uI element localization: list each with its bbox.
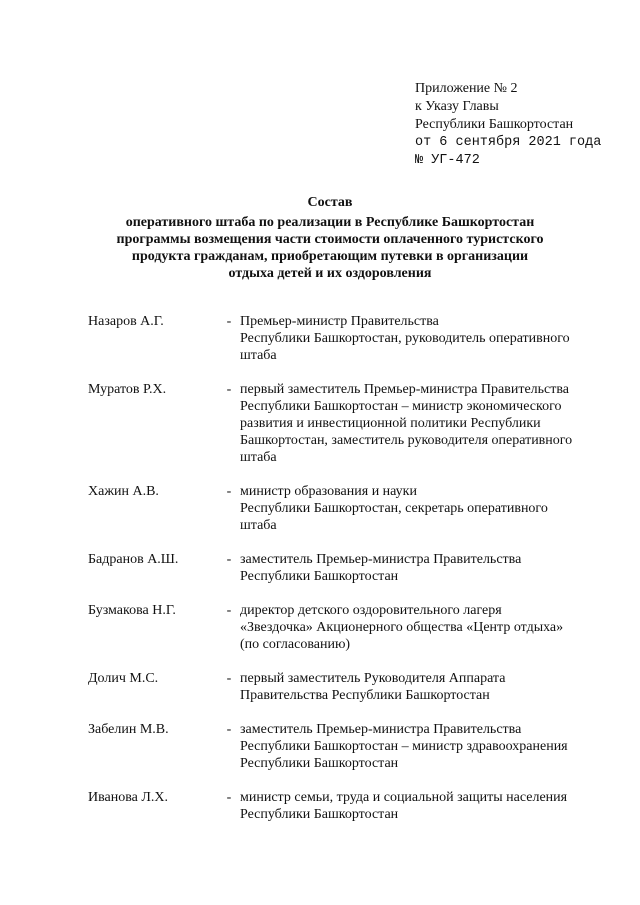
member-role-line: «Звездочка» Акционерного общества «Центр отдыха» <box>240 620 564 635</box>
appendix-date: от 6 сентября 2021 года <box>415 135 602 150</box>
list-item <box>88 313 608 364</box>
member-role-line: (по согласованию) <box>240 637 351 652</box>
member-role-line: Республики Башкортостан <box>240 756 399 771</box>
appendix-republic: Республики Башкортостан <box>415 117 574 132</box>
list-item <box>88 551 608 585</box>
member-role-line: Премьер-министр Правительства <box>240 314 439 329</box>
member-name: Бузмакова Н.Г. <box>88 603 176 618</box>
member-dash: - <box>226 314 232 329</box>
appendix-decree-number: № УГ-472 <box>415 153 480 168</box>
member-role <box>238 789 608 823</box>
member-role-line: первый заместитель Руководителя Аппарата <box>240 671 506 686</box>
member-role-line: Республики Башкортостан, секретарь оперативного <box>240 501 548 516</box>
title-line: программы возмещения части стоимости оплаченного туристского <box>116 232 544 247</box>
member-name: Назаров А.Г. <box>88 314 164 329</box>
member-role <box>238 313 608 364</box>
title-line: оперативного штаба по реализации в Республике Башкортостан <box>125 215 535 230</box>
member-role-line: развития и инвестиционной политики Республики <box>240 416 541 431</box>
member-dash: - <box>226 603 232 618</box>
appendix-block <box>415 80 601 170</box>
member-role-line: штаба <box>240 348 277 363</box>
member-role-line: Республики Башкортостан <box>240 807 399 822</box>
list-item <box>88 602 608 653</box>
member-role-line: министр семьи, труда и социальной защиты населения <box>240 790 568 805</box>
member-role-line: Республики Башкортостан, руководитель оперативного <box>240 331 570 346</box>
member-role-line: Республики Башкортостан – министр здравоохранения <box>240 739 568 754</box>
member-dash: - <box>226 671 232 686</box>
member-role <box>238 551 608 585</box>
appendix-number: Приложение № 2 <box>415 81 518 96</box>
member-name: Забелин М.В. <box>88 722 169 737</box>
list-item <box>88 721 608 772</box>
member-dash: - <box>226 552 232 567</box>
member-role-line: министр образования и науки <box>240 484 417 499</box>
member-role-line: директор детского оздоровительного лагеря <box>240 603 502 618</box>
member-role-line: заместитель Премьер-министра Правительства <box>240 552 522 567</box>
list-item <box>88 381 608 466</box>
members-list <box>88 313 608 840</box>
member-role <box>238 602 608 653</box>
member-role-line: Республики Башкортостан – министр экономического <box>240 399 562 414</box>
member-dash: - <box>226 722 232 737</box>
list-item <box>88 789 608 823</box>
member-role <box>238 721 608 772</box>
list-item <box>88 483 608 534</box>
member-role-line: Башкортостан, заместитель руководителя оперативного <box>240 433 573 448</box>
member-dash: - <box>226 484 232 499</box>
member-role <box>238 381 608 466</box>
member-role <box>238 670 608 704</box>
member-name: Долич М.С. <box>88 671 159 686</box>
title-main: Состав <box>307 195 353 210</box>
member-role-line: штаба <box>240 450 277 465</box>
member-role-line: Республики Башкортостан <box>240 569 399 584</box>
appendix-decree-ref: к Указу Главы <box>415 99 499 114</box>
title-line: продукта гражданам, приобретающим путевки в организации <box>131 249 529 264</box>
member-dash: - <box>226 382 232 397</box>
member-role <box>238 483 608 534</box>
member-role-line: первый заместитель Премьер-министра Правительства <box>240 382 570 397</box>
member-name: Муратов Р.Х. <box>88 382 167 397</box>
member-dash: - <box>226 790 232 805</box>
member-name: Иванова Л.Х. <box>88 790 168 805</box>
member-name: Хажин А.В. <box>88 484 159 499</box>
member-role-line: Правительства Республики Башкортостан <box>240 688 490 703</box>
member-name: Бадранов А.Ш. <box>88 552 179 567</box>
member-role-line: заместитель Премьер-министра Правительства <box>240 722 522 737</box>
title-line: отдыха детей и их оздоровления <box>228 266 432 281</box>
member-role-line: штаба <box>240 518 277 533</box>
document-title <box>60 194 600 282</box>
list-item <box>88 670 608 704</box>
